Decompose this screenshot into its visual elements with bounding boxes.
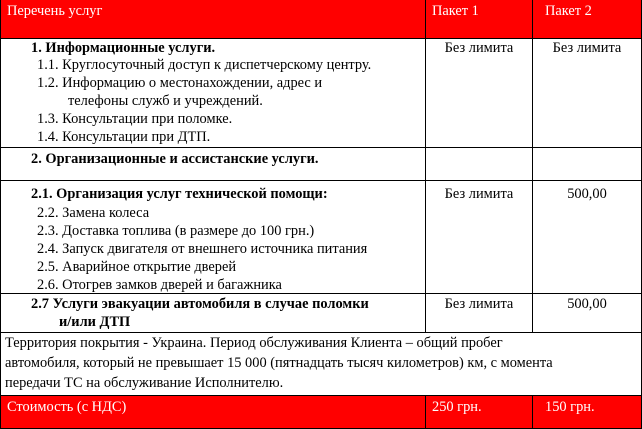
header-pack1-cell	[425, 0, 532, 38]
section21-pack1-value: Без лимита	[444, 186, 514, 202]
cost-pack2-cell	[532, 395, 642, 429]
section27-pack1-cell	[425, 293, 532, 332]
header-pack2-label: Пакет 2	[545, 3, 592, 19]
territory-row	[0, 332, 642, 395]
header-pack2-cell	[532, 0, 642, 38]
section1-services-cell	[0, 38, 425, 147]
section1-pack1-cell	[425, 38, 532, 147]
section27-pack2-value: 500,00	[567, 296, 607, 312]
section1-item: 1.3. Консультации при поломке.	[37, 111, 233, 127]
territory-line: Территория покрытия - Украина. Период обслуживания Клиента – общий пробег	[5, 335, 503, 351]
section1-item: 1.1. Круглосуточный доступ к диспетчерскому центру.	[37, 57, 372, 73]
section21-pack2-cell	[532, 180, 642, 293]
section21-item: 2.3. Доставка топлива (в размере до 100 грн.)	[37, 223, 315, 239]
cost-pack1-value: 250 грн.	[432, 399, 482, 415]
section2-pack2-cell	[532, 147, 642, 180]
section1-pack1-value: Без лимита	[444, 40, 514, 56]
cost-pack2-value: 150 грн.	[545, 399, 595, 415]
section27-pack2-cell	[532, 293, 642, 332]
section21-pack1-cell	[425, 180, 532, 293]
section2-row	[0, 147, 642, 180]
section27-pack1-value: Без лимита	[444, 296, 514, 312]
header-row	[0, 0, 642, 38]
section1-title: 1. Информационные услуги.	[31, 40, 216, 56]
cost-label: Стоимость (с НДС)	[7, 399, 127, 415]
territory-cell	[0, 332, 642, 395]
section1-item: 1.2. Информацию о местонахождении, адрес и	[37, 75, 323, 91]
territory-line: передачи ТС на обслуживание Исполнителю.	[5, 375, 284, 391]
section21-pack2-value: 500,00	[567, 186, 607, 202]
section1-item: 1.4. Консультации при ДТП.	[37, 129, 211, 145]
section21-item: 2.2. Замена колеса	[37, 205, 150, 221]
section27-title-line1: 2.7 Услуги эвакуации автомобиля в случае поломки	[31, 296, 369, 312]
section1-pack2-cell	[532, 38, 642, 147]
section1-pack2-value: Без лимита	[552, 40, 622, 56]
section21-row	[0, 180, 642, 293]
section2-title: 2. Организационные и ассистанские услуги.	[31, 151, 319, 167]
cost-pack1-cell	[425, 395, 532, 429]
cost-label-cell	[0, 395, 425, 429]
section1-row	[0, 38, 642, 147]
section21-item: 2.6. Отогрев замков дверей и багажника	[37, 277, 282, 293]
cost-row	[0, 395, 642, 429]
section27-services-cell	[0, 293, 425, 332]
section21-services-cell	[0, 180, 425, 293]
header-pack1-label: Пакет 1	[432, 3, 479, 19]
section2-pack1-cell	[425, 147, 532, 180]
section27-title-line2: и/или ДТП	[59, 314, 131, 330]
header-services-cell	[0, 0, 425, 38]
section2-services-cell	[0, 147, 425, 180]
section27-row	[0, 293, 642, 332]
territory-line: автомобиля, который не превышает 15 000 (пятнадцать тысяч километров) км, с момента	[5, 355, 553, 371]
header-services-label: Перечень услуг	[7, 3, 103, 19]
section1-item: телефоны служб и учреждений.	[68, 93, 263, 109]
section21-item: 2.5. Аварийное открытие дверей	[37, 259, 237, 275]
section21-title: 2.1. Организация услуг технической помощи:	[31, 186, 328, 202]
section21-item: 2.4. Запуск двигателя от внешнего источника питания	[37, 241, 368, 257]
